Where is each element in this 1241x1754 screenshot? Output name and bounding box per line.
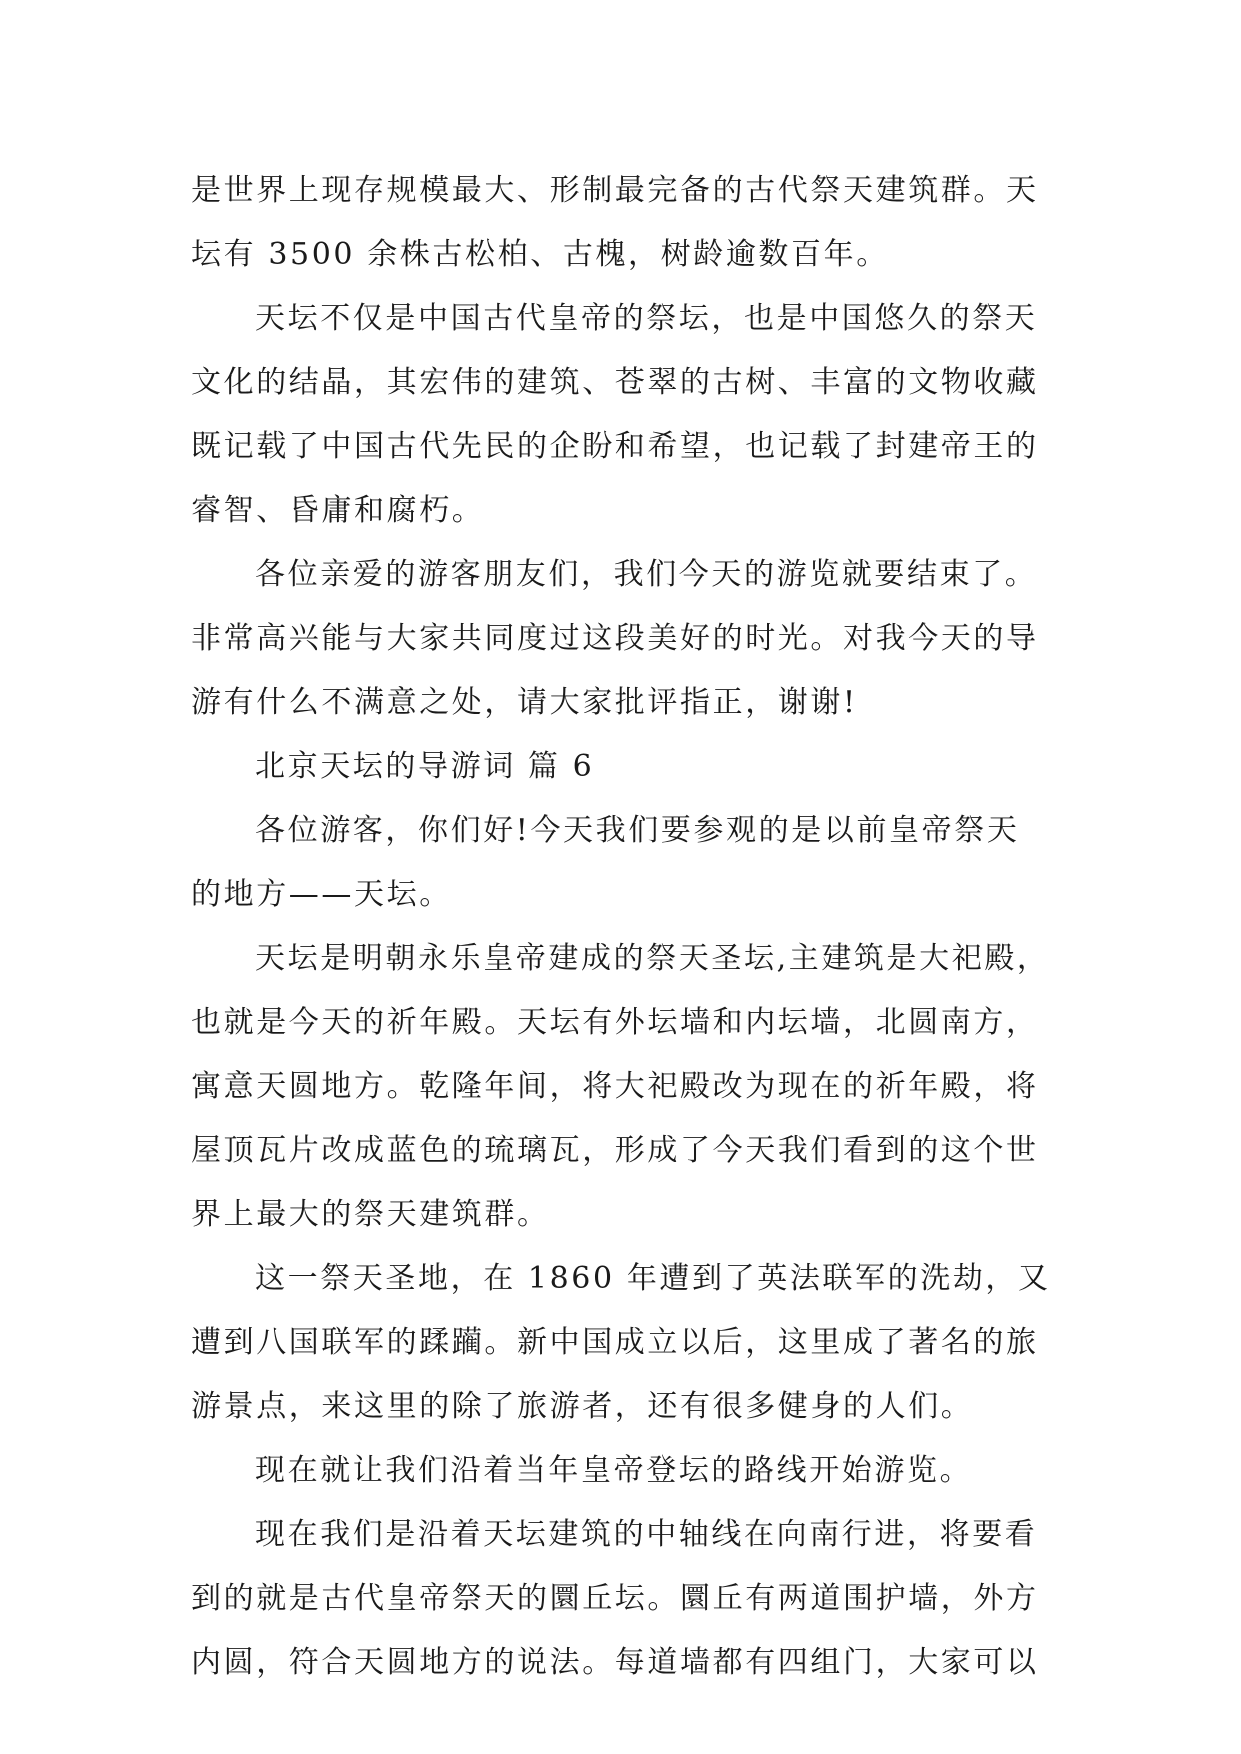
- text-line: 屋顶瓦片改成蓝色的琉璃瓦，形成了今天我们看到的这个世: [191, 1133, 1039, 1168]
- text-line: 北京天坛的导游词 篇 6: [255, 749, 595, 784]
- text-line: 遭到八国联军的蹂躏。新中国成立以后，这里成了著名的旅: [191, 1325, 1039, 1360]
- text-line: 天坛是明朝永乐皇帝建成的祭天圣坛,主建筑是大祀殿，: [255, 941, 1050, 976]
- text-line: 是世界上现存规模最大、形制最完备的古代祭天建筑群。天: [191, 173, 1039, 208]
- text-line: 现在我们是沿着天坛建筑的中轴线在向南行进，将要看: [255, 1517, 1038, 1552]
- text-line: 也就是今天的祈年殿。天坛有外坛墙和内坛墙，北圆南方，: [191, 1005, 1039, 1040]
- text-line: 睿智、昏庸和腐朽。: [191, 493, 485, 528]
- text-line: 寓意天圆地方。乾隆年间，将大祀殿改为现在的祈年殿，将: [191, 1069, 1039, 1104]
- text-line: 界上最大的祭天建筑群。: [191, 1197, 550, 1232]
- text-line: 既记载了中国古代先民的企盼和希望，也记载了封建帝王的: [191, 429, 1039, 464]
- text-line: 文化的结晶，其宏伟的建筑、苍翠的古树、丰富的文物收藏: [191, 365, 1039, 400]
- text-line: 游景点，来这里的除了旅游者，还有很多健身的人们。: [191, 1389, 974, 1424]
- body-text: [191, 159, 1071, 1695]
- text-line: 天坛不仅是中国古代皇帝的祭坛，也是中国悠久的祭天: [255, 301, 1038, 336]
- text-line: 非常高兴能与大家共同度过这段美好的时光。对我今天的导: [191, 621, 1039, 656]
- text-line: 到的就是古代皇帝祭天的圜丘坛。圜丘有两道围护墙，外方: [191, 1581, 1039, 1616]
- text-line: 游有什么不满意之处，请大家批评指正，谢谢!: [191, 685, 858, 720]
- text-line: 各位亲爱的游客朋友们，我们今天的游览就要结束了。: [255, 557, 1038, 592]
- text-line: 各位游客，你们好!今天我们要参观的是以前皇帝祭天: [255, 813, 1020, 848]
- text-line: 坛有 3500 余株古松柏、古槐，树龄逾数百年。: [191, 237, 889, 272]
- text-line: 内圆，符合天圆地方的说法。每道墙都有四组门，大家可以: [191, 1645, 1039, 1680]
- text-line: 的地方——天坛。: [191, 877, 452, 912]
- text-line: 这一祭天圣地，在 1860 年遭到了英法联军的洗劫，又: [255, 1261, 1051, 1296]
- text-line: 现在就让我们沿着当年皇帝登坛的路线开始游览。: [255, 1453, 973, 1488]
